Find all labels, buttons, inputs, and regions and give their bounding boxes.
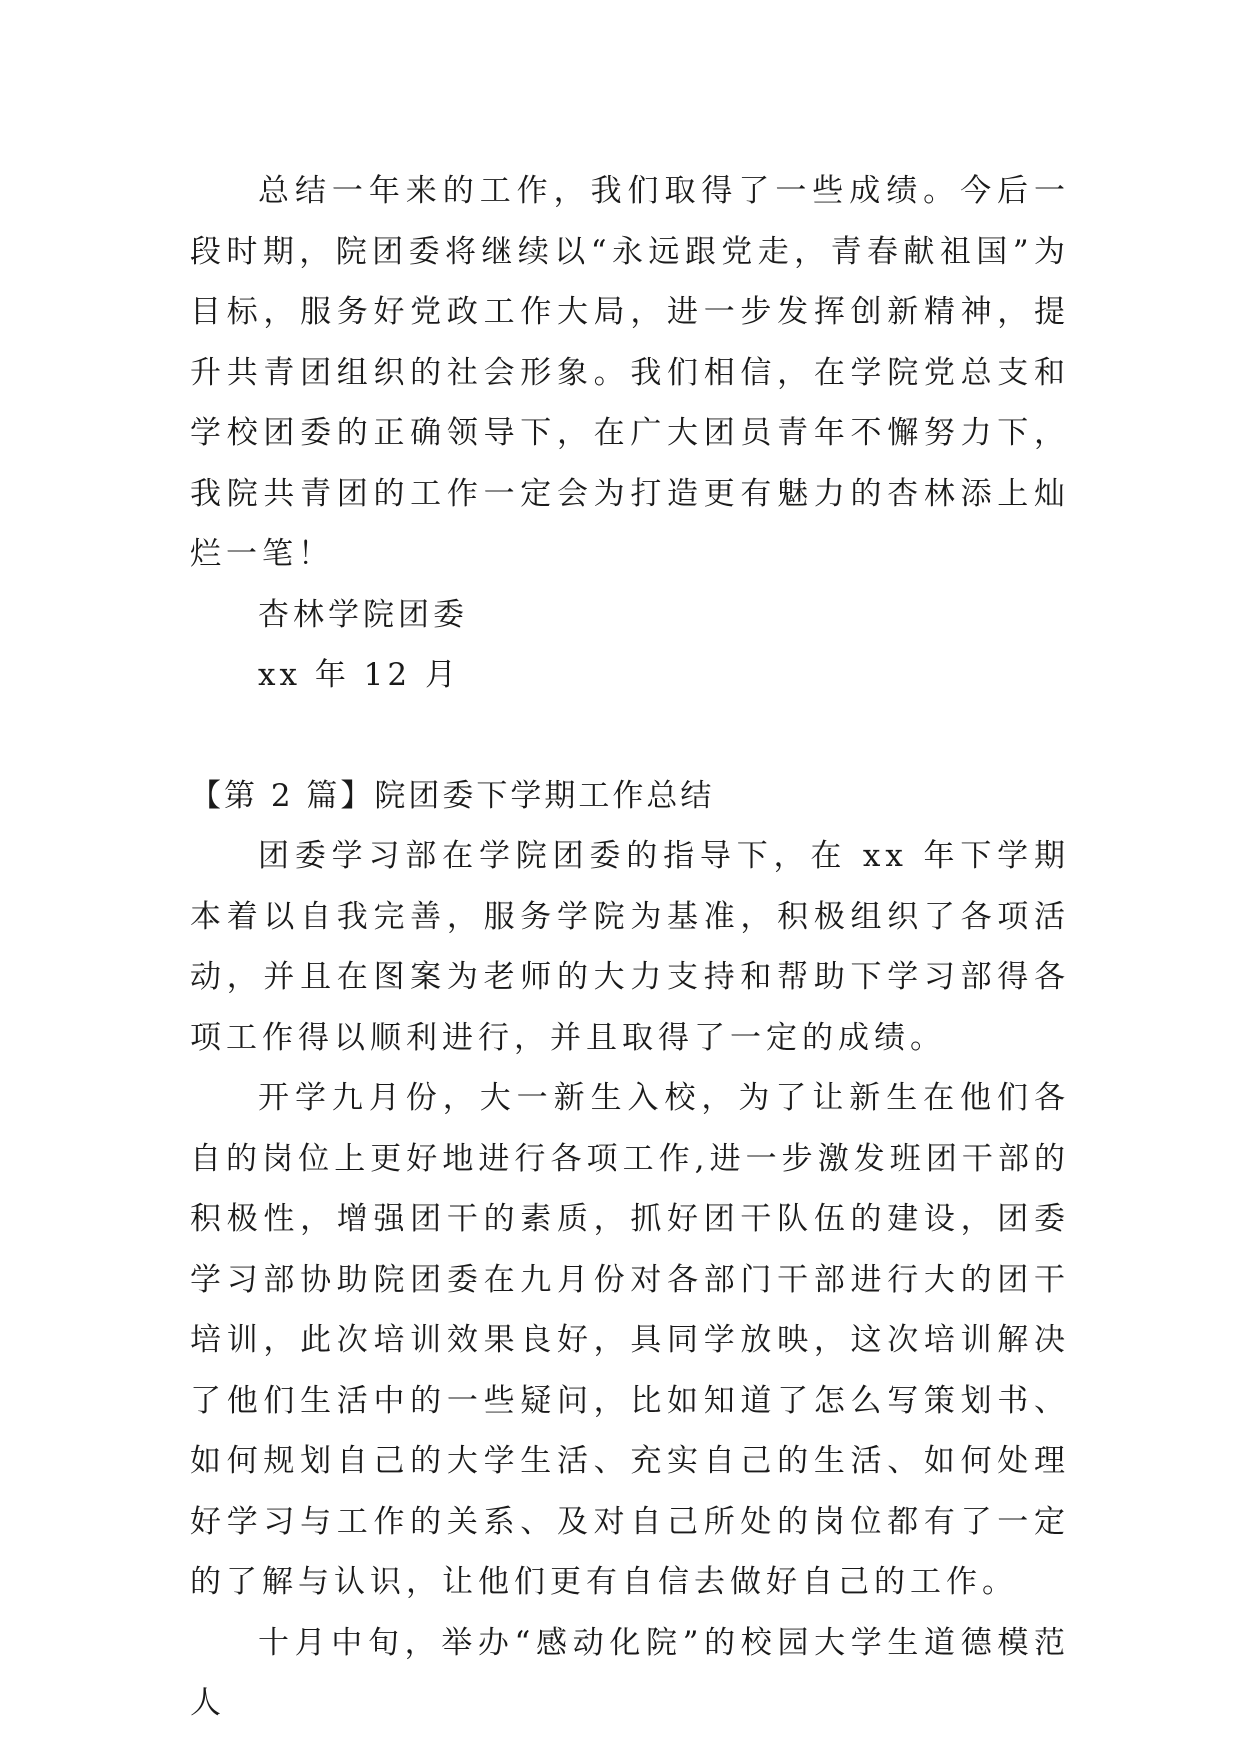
signature-date: xx 年 12 月 — [258, 657, 460, 693]
document-body — [190, 161, 1070, 1734]
paragraph-october: 十月中旬，举办“感动化院”的校园大学生道德模范人 — [190, 1624, 1070, 1721]
section-spacer — [190, 706, 1070, 766]
section-heading: 【第 2 篇】院团委下学期工作总结 — [190, 777, 715, 814]
paragraph-intro: 团委学习部在学院团委的指导下，在 xx 年下学期本着以自我完善，服务学院为基准，积极组织了各项活动，并且在图案为老师的大力支持和帮助下学习部得各项工作得以顺利进行，并且取得了一定的成绩。 — [190, 838, 1070, 1056]
paragraph-september: 开学九月份，大一新生入校，为了让新生在他们各自的岗位上更好地进行各项工作,进一步激发班团干部的积极性，增强团干的素质，抓好团干队伍的建设，团委学习部协助院团委在九月份对各部门干部进行大的团干培训，此次培训效果良好，具同学放映，这次培训解决了他们生活中的一些疑问，比如知道了怎么写策划书、如何规划自己的大学生活、充实自己的生活、如何处理好学习与工作的关系、及对自己所处的岗位都有了一定的了解与认识，让他们更有自信去做好自己的工作。 — [190, 1080, 1070, 1600]
paragraph-conclusion: 总结一年来的工作，我们取得了一些成绩。今后一段时期，院团委将继续以“永远跟党走，青春献祖国”为目标，服务好党政工作大局，进一步发挥创新精神，提升共青团组织的社会形象。我们相信，在学院党总支和学校团委的正确领导下，在广大团员青年不懈努力下，我院共青团的工作一定会为打造更有魅力的杏林添上灿烂一笔！ — [190, 173, 1070, 572]
signature-organization: 杏林学院团委 — [258, 596, 468, 633]
